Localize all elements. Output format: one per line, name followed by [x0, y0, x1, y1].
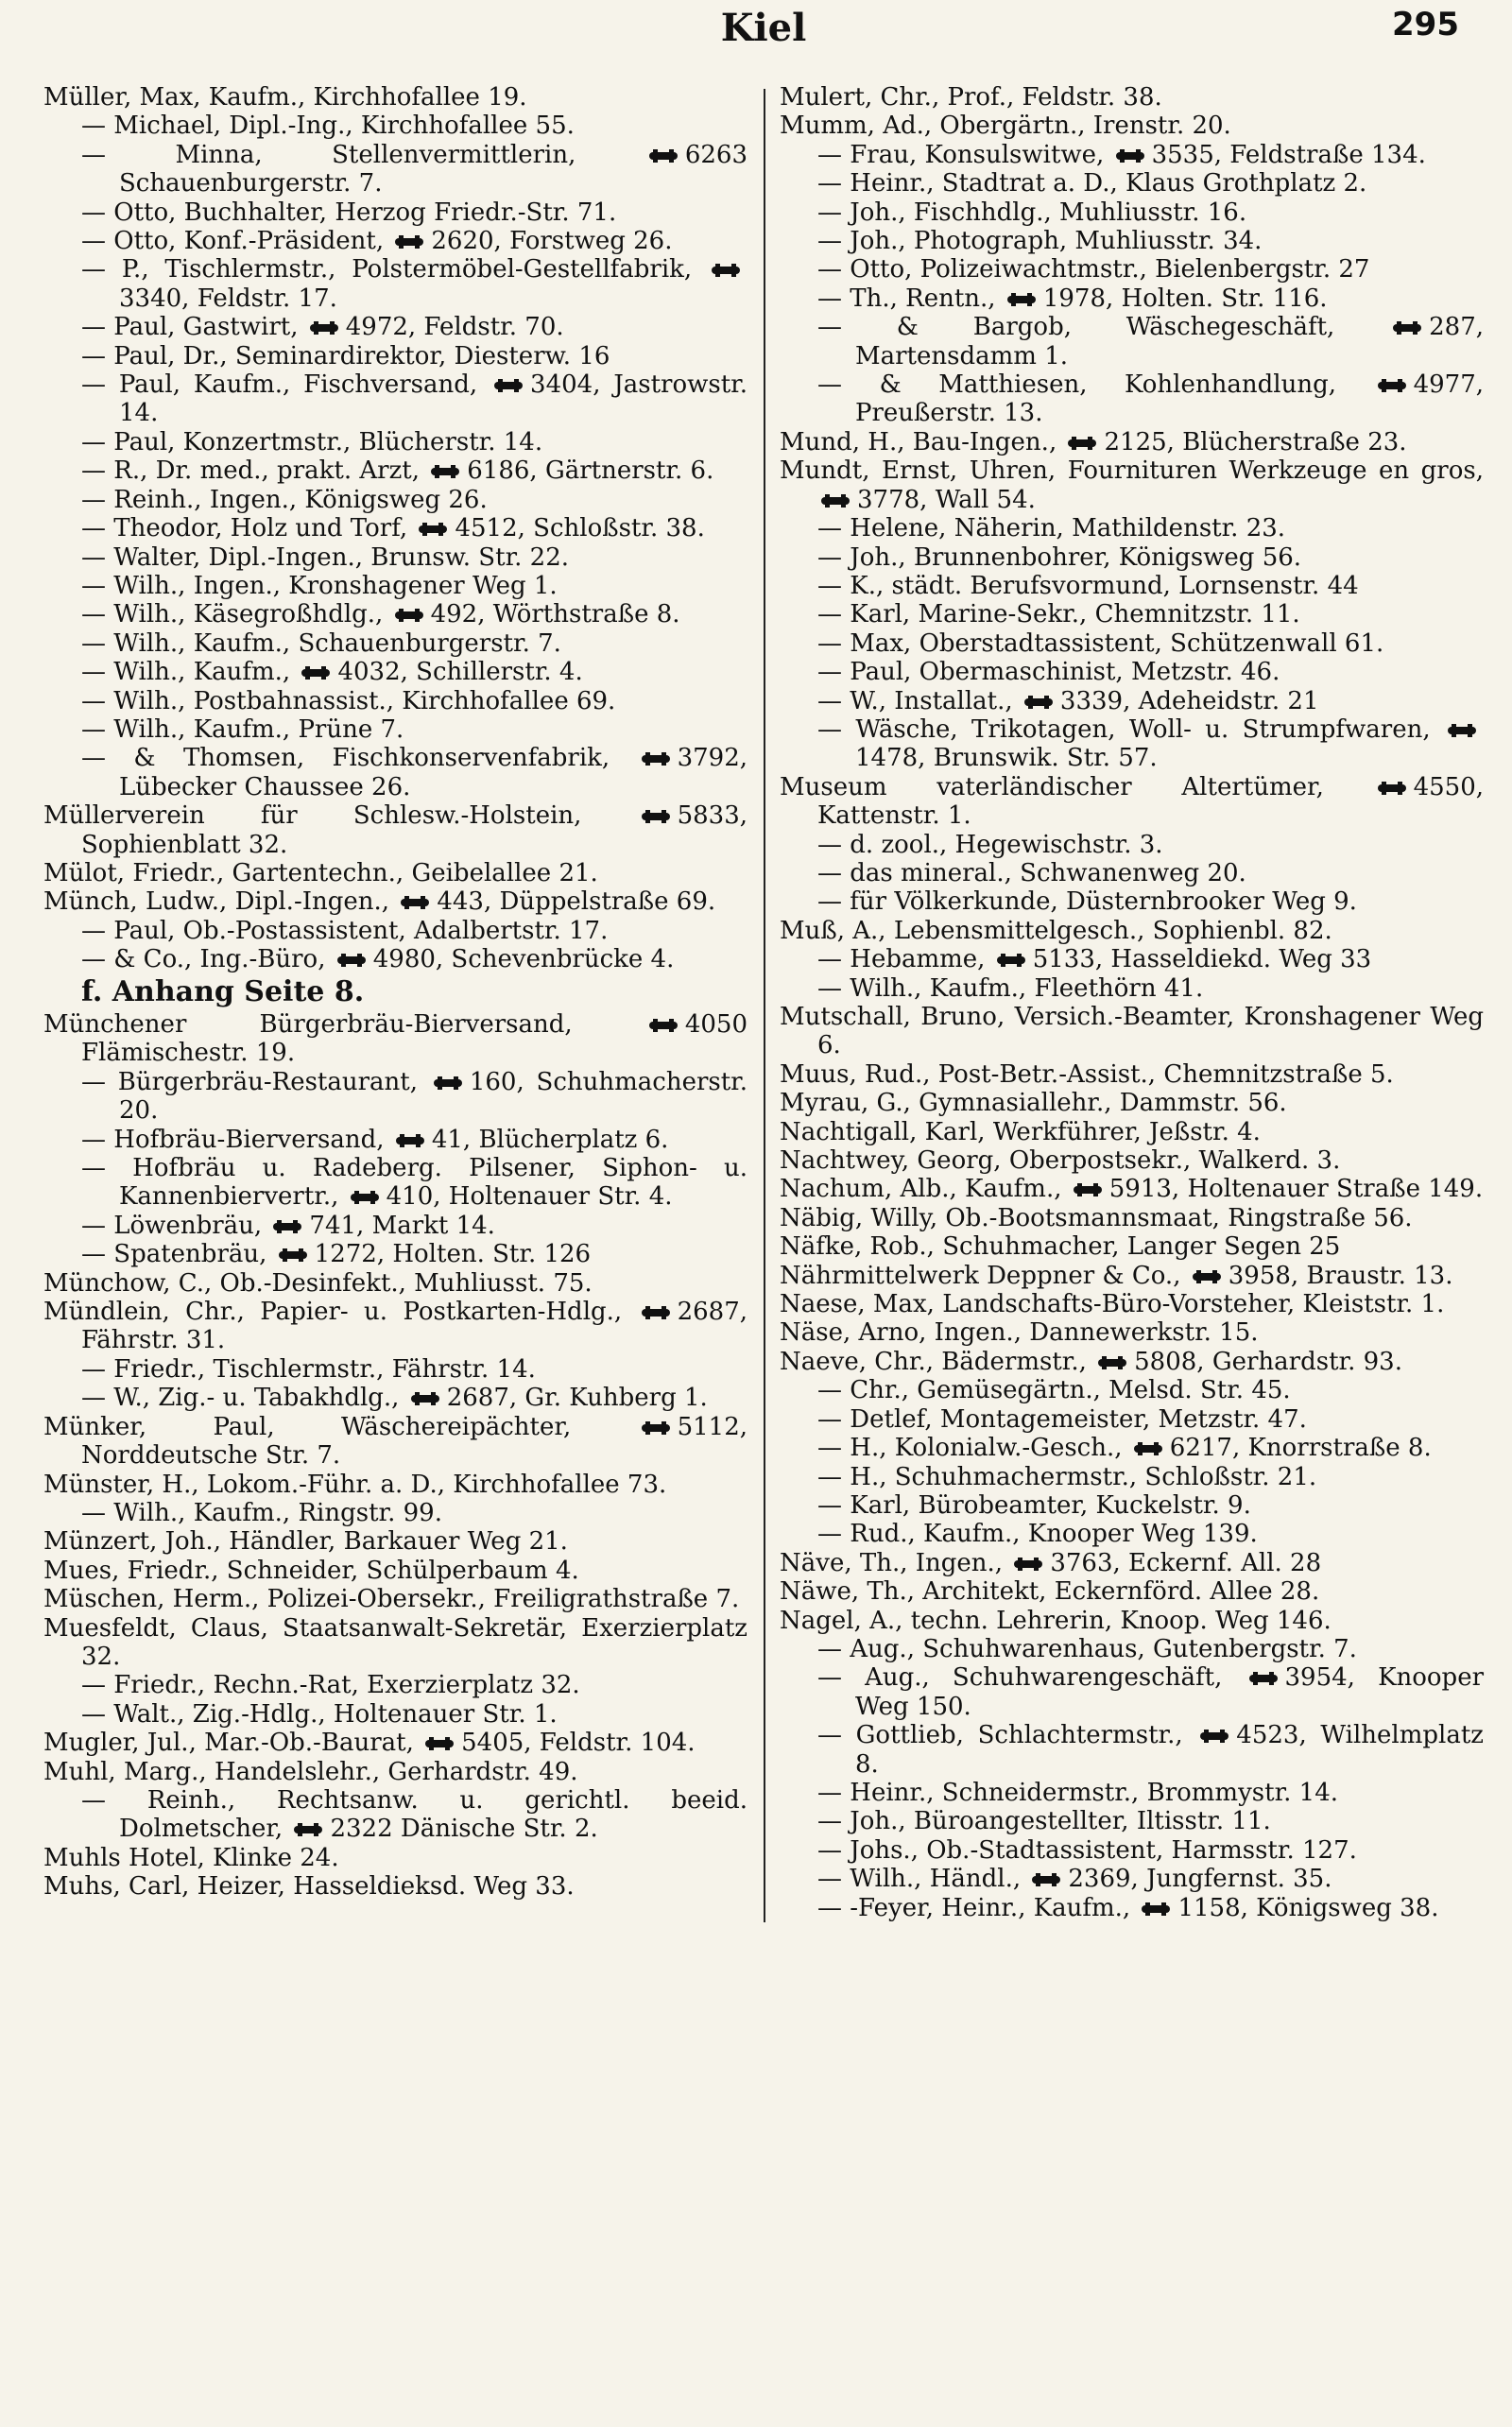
entry-text: — Frau, Konsulswitwe, — [817, 140, 1105, 169]
directory-entry — [43, 887, 747, 916]
telephone-icon — [419, 523, 447, 536]
entry-text: — Th., Rentn., — [817, 284, 996, 313]
entry-text: — Hofbräu-Bierversand, — [81, 1125, 385, 1154]
directory-entry: — Michael, Dipl.-Ing., Kirchhofallee 55. — [81, 112, 575, 141]
directory-entry: — Wilh., Kaufm., Schauenburgerstr. 7. — [81, 628, 561, 658]
telephone-icon — [434, 1076, 462, 1090]
entry-text: Münchener Bürgerbräu-Bierversand, — [43, 1010, 573, 1039]
directory-entry: Mues, Friedr., Schneider, Schülperbaum 4. — [43, 1556, 579, 1585]
directory-entry: Näse, Arno, Ingen., Dannewerkstr. 15. — [780, 1318, 1259, 1348]
entry-text: — & Co., Ing.-Büro, — [81, 945, 326, 974]
directory-entry — [43, 1384, 747, 1412]
directory-entry — [43, 600, 747, 628]
entry-phone-address: 3535, Feldstraße 134. — [1151, 140, 1426, 169]
directory-entry: — für Völkerkunde, Düsternbrooker Weg 9. — [817, 887, 1357, 917]
entry-text: — Otto, Konf.-Präsident, — [81, 227, 385, 256]
directory-entry — [780, 1865, 1484, 1893]
directory-entry — [43, 1786, 747, 1844]
telephone-icon — [431, 465, 459, 478]
telephone-icon — [649, 149, 678, 163]
directory-entry: — K., städt. Berufsvormund, Lornsenstr. 44 — [817, 571, 1359, 600]
telephone-icon — [1134, 1442, 1162, 1455]
directory-entry — [780, 284, 1484, 313]
entry-phone-address: 2687, Gr. Kuhberg 1. — [446, 1384, 708, 1413]
directory-entry: — Walt., Zig.-Hdlg., Holtenauer Str. 1. — [81, 1699, 558, 1729]
directory-entry: — Heinr., Schneidermstr., Brommystr. 14. — [817, 1778, 1339, 1807]
entry-phone-address: 4977, Preußerstr. 13. — [855, 370, 1484, 428]
directory-entry — [780, 687, 1484, 715]
directory-entry: Muß, A., Lebensmittelgesch., Sophienbl. 82. — [780, 916, 1332, 945]
directory-entry — [43, 1068, 747, 1126]
telephone-icon — [411, 1392, 439, 1405]
entry-phone-address: 287, Martensdamm 1. — [855, 313, 1485, 370]
directory-entry: Naese, Max, Landschafts-Büro-Vorsteher, Kleiststr. 1. — [780, 1290, 1445, 1319]
entry-text: — H., Kolonialw.-Gesch., — [817, 1434, 1123, 1463]
entry-phone-address: 5133, Hasseldiekd. Weg 33 — [1032, 945, 1372, 974]
directory-entry: Müschen, Herm., Polizei-Obersekr., Freiligrathstraße 7. — [43, 1585, 740, 1614]
entry-text: — & Thomsen, Fischkonservenfabrik, — [81, 744, 610, 773]
directory-entry — [780, 945, 1484, 973]
directory-entry: — Wilh., Kaufm., Prüne 7. — [81, 714, 404, 744]
entry-phone-address: 4032, Schillerstr. 4. — [337, 658, 583, 687]
directory-entry — [43, 1154, 747, 1212]
directory-entry: — Helene, Näherin, Mathildenstr. 23. — [817, 514, 1286, 543]
directory-entry: — d. zool., Hegewischstr. 3. — [817, 830, 1163, 859]
entry-phone-address: 6217, Knorrstraße 8. — [1169, 1434, 1432, 1463]
telephone-icon — [1378, 782, 1406, 795]
directory-entry — [43, 1126, 747, 1154]
directory-columns — [43, 83, 1484, 1922]
directory-entry — [780, 313, 1484, 370]
telephone-icon — [1074, 1183, 1102, 1196]
telephone-icon — [1200, 1730, 1228, 1743]
entry-phone-address: 4050 Flämischestr. 19. — [81, 1010, 747, 1068]
entry-text: — Gottlieb, Schlachtermstr., — [817, 1721, 1183, 1750]
entry-phone-address: 2125, Blücherstraße 23. — [1104, 427, 1407, 456]
entry-text: Museum vaterländischer Altertümer, — [780, 772, 1324, 801]
directory-entry: — Johs., Ob.-Stadtassistent, Harmsstr. 127. — [817, 1835, 1357, 1865]
directory-entry — [780, 370, 1484, 428]
directory-entry: — Wilh., Postbahnassist., Kirchhofallee 69. — [81, 686, 616, 715]
telephone-icon — [649, 1019, 678, 1032]
directory-entry: — Wilh., Kaufm., Ringstr. 99. — [81, 1498, 442, 1527]
directory-entry — [780, 1348, 1484, 1376]
directory-entry — [780, 1175, 1484, 1203]
directory-entry: Münchow, C., Ob.-Desinfekt., Muhliusst. 75. — [43, 1268, 593, 1298]
entry-text: — Wilh., Händl., — [817, 1865, 1022, 1894]
directory-entry — [780, 141, 1484, 169]
entry-phone-address: 4972, Feldstr. 70. — [345, 313, 564, 342]
telephone-icon — [294, 1823, 322, 1836]
entry-text: — Wäsche, Trikotagen, Woll- u. Strumpfwaren, — [817, 714, 1431, 744]
directory-entry — [43, 370, 747, 428]
directory-entry — [43, 1240, 747, 1268]
directory-entry — [43, 141, 747, 198]
telephone-icon — [1024, 696, 1053, 709]
entry-phone-address: 4550, Kattenstr. 1. — [817, 772, 1484, 831]
directory-entry — [43, 514, 747, 542]
directory-entry: — Joh., Büroangestellter, Iltisstr. 11. — [817, 1807, 1271, 1836]
telephone-icon — [1448, 724, 1476, 737]
entry-text: Münch, Ludw., Dipl.-Ingen., — [43, 887, 390, 917]
entry-text: — Aug., Schuhwarengeschäft, — [817, 1663, 1223, 1693]
entry-text: — Reinh., Rechtsanw. u. gerichtl. beeid. Dolmetscher, — [81, 1785, 747, 1844]
directory-entry — [43, 1212, 747, 1240]
directory-entry: — Friedr., Tischlermstr., Fährstr. 14. — [81, 1354, 536, 1384]
directory-entry — [43, 456, 747, 485]
directory-entry — [43, 255, 747, 313]
directory-entry: Nachtwey, Georg, Oberpostsekr., Walkerd. 3. — [780, 1146, 1341, 1176]
entry-text: — Spatenbräu, — [81, 1240, 267, 1269]
directory-entry: Muesfeldt, Claus, Staatsanwalt-Sekretär, Exerzierplatz 32. — [43, 1613, 747, 1671]
telephone-icon — [337, 954, 366, 967]
entry-phone-address: 443, Düppelstraße 69. — [437, 887, 716, 917]
directory-entry: Muhs, Carl, Heizer, Hasseldieksd. Weg 33. — [43, 1872, 575, 1902]
entry-text: — Bürgerbräu-Restaurant, — [81, 1067, 419, 1096]
directory-entry — [780, 1262, 1484, 1290]
entry-text: — W., Installat., — [817, 686, 1013, 715]
entry-phone-address: 6186, Gärtnerstr. 6. — [467, 456, 714, 486]
directory-entry — [780, 1721, 1484, 1779]
directory-entry: — das mineral., Schwanenweg 20. — [817, 858, 1246, 887]
entry-phone-address: 5808, Gerhardstr. 93. — [1134, 1347, 1402, 1376]
entry-phone-address: 41, Blücherplatz 6. — [431, 1125, 669, 1154]
entry-text: Naeve, Chr., Bädermstr., — [780, 1347, 1087, 1376]
directory-entry: Muus, Rud., Post-Betr.-Assist., Chemnitzstraße 5. — [780, 1059, 1394, 1089]
entry-text: — & Matthiesen, Kohlenhandlung, — [817, 370, 1336, 400]
directory-entry — [43, 227, 747, 255]
entry-phone-address: 4512, Schloßstr. 38. — [455, 514, 705, 543]
entry-text: — Wilh., Käsegroßhdlg., — [81, 600, 384, 629]
directory-entry — [43, 744, 747, 801]
entry-text: Mugler, Jul., Mar.-Ob.-Baurat, — [43, 1729, 414, 1758]
directory-entry: — Rud., Kaufm., Knooper Weg 139. — [817, 1520, 1258, 1549]
entry-text: — R., Dr. med., prakt. Arzt, — [81, 456, 420, 486]
telephone-icon — [396, 1134, 424, 1147]
entry-phone-address: 5405, Feldstr. 104. — [461, 1729, 696, 1758]
directory-entry: Mumm, Ad., Obergärtn., Irenstr. 20. — [780, 112, 1231, 141]
entry-phone-address: 4523, Wilhelmplatz 8. — [855, 1721, 1484, 1779]
directory-entry: — Wilh., Ingen., Kronshagener Weg 1. — [81, 571, 558, 600]
entry-phone-address: 5913, Holtenauer Straße 149. — [1108, 1175, 1484, 1204]
telephone-icon — [1068, 437, 1096, 450]
entry-text: Näve, Th., Ingen., — [780, 1548, 1004, 1577]
entry-text: Nachum, Alb., Kaufm., — [780, 1175, 1062, 1204]
directory-entry: — H., Schuhmachermstr., Schloßstr. 21. — [817, 1462, 1317, 1491]
directory-entry: — Karl, Bürobeamter, Kuckelstr. 9. — [817, 1490, 1251, 1520]
directory-entry: Myrau, G., Gymnasiallehr., Dammstr. 56. — [780, 1089, 1287, 1118]
directory-entry: — Joh., Brunnenbohrer, Königsweg 56. — [817, 542, 1302, 572]
entry-text: — Paul, Gastwirt, — [81, 313, 299, 342]
directory-entry — [780, 456, 1484, 514]
directory-entry: Münster, H., Lokom.-Führ. a. D., Kirchhofallee 73. — [43, 1470, 667, 1499]
directory-entry: — Friedr., Rechn.-Rat, Exerzierplatz 32. — [81, 1671, 580, 1700]
directory-entry: Müller, Max, Kaufm., Kirchhofallee 19. — [43, 83, 527, 112]
directory-entry — [780, 1549, 1484, 1577]
directory-entry — [780, 773, 1484, 831]
telephone-icon — [642, 752, 670, 766]
directory-entry: — Karl, Marine-Sekr., Chemnitzstr. 11. — [817, 600, 1300, 629]
directory-entry: Nagel, A., techn. Lehrerin, Knoop. Weg 146. — [780, 1606, 1332, 1635]
telephone-icon — [997, 954, 1025, 967]
directory-entry — [43, 1010, 747, 1068]
entry-text: — Hebamme, — [817, 945, 986, 974]
telephone-icon — [273, 1220, 301, 1233]
entry-phone-address: 492, Wörthstraße 8. — [430, 600, 680, 629]
directory-entry — [780, 715, 1484, 773]
directory-entry — [43, 1413, 747, 1471]
entry-text: — & Bargob, Wäschegeschäft, — [817, 313, 1335, 342]
entry-phone-address: 3340, Feldstr. 17. — [119, 284, 337, 313]
telephone-icon — [351, 1191, 379, 1204]
directory-entry — [43, 658, 747, 686]
section-reference: f. Anhang Seite 8. — [81, 974, 365, 1008]
entry-text: — W., Zig.- u. Tabakhdlg., — [81, 1384, 400, 1413]
directory-entry: — Paul, Konzertmstr., Blücherstr. 14. — [81, 427, 543, 456]
directory-entry: — Detlef, Montagemeister, Metzstr. 47. — [817, 1404, 1307, 1434]
telephone-icon — [1014, 1558, 1042, 1571]
entry-text: — Theodor, Holz und Torf, — [81, 514, 408, 543]
entry-text: Mündlein, Chr., Papier- u. Postkarten-Hdlg., — [43, 1298, 623, 1327]
entry-text: — Wilh., Kaufm., — [81, 658, 291, 687]
telephone-icon — [642, 810, 670, 823]
directory-entry: — Heinr., Stadtrat a. D., Klaus Grothplatz 2. — [817, 169, 1367, 198]
directory-entry: — Paul, Obermaschinist, Metzstr. 46. — [817, 658, 1280, 687]
directory-entry: — Otto, Buchhalter, Herzog Friedr.-Str. 71. — [81, 198, 617, 227]
telephone-icon — [1378, 379, 1406, 392]
entry-phone-address: 6263 Schauenburgerstr. 7. — [119, 140, 747, 198]
entry-text: — Hofbräu u. Radeberg. Pilsener, Siphon- u. Kannenbiervertr., — [81, 1154, 747, 1212]
entry-phone-address: 3958, Braustr. 13. — [1228, 1261, 1453, 1290]
entry-phone-address: 2322 Dänische Str. 2. — [330, 1815, 598, 1844]
telephone-icon — [642, 1306, 670, 1319]
telephone-icon — [1249, 1672, 1278, 1685]
entry-phone-address: 3339, Adeheidstr. 21 — [1059, 686, 1319, 715]
directory-entry: — Otto, Polizeiwachtmstr., Bielenbergstr. 27 — [817, 255, 1370, 284]
entry-phone-address: 3792, Lübecker Chaussee 26. — [119, 744, 747, 801]
entry-phone-address: 1272, Holten. Str. 126 — [314, 1240, 592, 1269]
telephone-icon — [712, 264, 740, 277]
directory-entry: — Paul, Dr., Seminardirektor, Diesterw. 16 — [81, 341, 610, 370]
entry-phone-address: 5833, Sophienblatt 32. — [81, 801, 747, 859]
telephone-icon — [1116, 149, 1144, 163]
entry-text: — -Feyer, Heinr., Kaufm., — [817, 1893, 1131, 1922]
entry-text: Müllerverein für Schlesw.-Holstein, — [43, 801, 582, 831]
directory-entry: — Joh., Photograph, Muhliusstr. 34. — [817, 227, 1263, 256]
telephone-icon — [494, 379, 523, 392]
entry-phone-address: 3954, Knooper Weg 150. — [855, 1663, 1485, 1721]
directory-entry — [43, 313, 747, 341]
page-number: 295 — [1392, 6, 1459, 43]
page-header — [43, 0, 1484, 83]
telephone-icon — [279, 1248, 307, 1262]
entry-phone-address: 4980, Schevenbrücke 4. — [372, 945, 675, 974]
entry-phone-address: 3404, Jastrowstr. 14. — [119, 370, 748, 428]
directory-entry: Muhls Hotel, Klinke 24. — [43, 1843, 339, 1872]
telephone-icon — [301, 666, 330, 680]
directory-entry: Muhl, Marg., Handelslehr., Gerhardstr. 49. — [43, 1757, 578, 1786]
entry-text: Münker, Paul, Wäschereipächter, — [43, 1412, 572, 1441]
directory-entry — [780, 1663, 1484, 1721]
entry-phone-address: 2369, Jungfernst. 35. — [1068, 1865, 1332, 1894]
directory-entry: Münzert, Joh., Händler, Barkauer Weg 21. — [43, 1527, 568, 1557]
telephone-icon — [642, 1421, 670, 1435]
entry-text: Mundt, Ernst, Uhren, Fournituren Werkzeuge en gros, — [780, 456, 1484, 486]
telephone-icon — [1193, 1270, 1221, 1283]
running-title: Kiel — [720, 6, 807, 50]
entry-text: Mund, H., Bau-Ingen., — [780, 427, 1057, 456]
telephone-icon — [1032, 1873, 1060, 1886]
directory-entry: — Joh., Fischhdlg., Muhliusstr. 16. — [817, 198, 1247, 227]
entry-phone-address: 1158, Königsweg 38. — [1177, 1893, 1439, 1922]
directory-entry: Mulert, Chr., Prof., Feldstr. 38. — [780, 83, 1162, 112]
directory-entry: Näfke, Rob., Schuhmacher, Langer Segen 25 — [780, 1232, 1341, 1262]
telephone-icon — [1142, 1902, 1170, 1916]
entry-text: — P., Tischlermstr., Polstermöbel-Gestellfabrik, — [81, 255, 693, 284]
entry-phone-address: 410, Holtenauer Str. 4. — [386, 1182, 673, 1212]
entry-text: — Paul, Kaufm., Fischversand, — [81, 370, 478, 400]
entry-phone-address: 3778, Wall 54. — [857, 485, 1036, 514]
directory-entry: — Walter, Dipl.-Ingen., Brunsw. Str. 22. — [81, 542, 570, 572]
directory-entry: — Max, Oberstadtassistent, Schützenwall 61. — [817, 628, 1384, 658]
directory-entry — [43, 945, 747, 973]
telephone-icon — [395, 609, 423, 622]
directory-entry: — Aug., Schuhwarenhaus, Gutenbergstr. 7. — [817, 1634, 1357, 1663]
column-divider — [764, 89, 765, 1922]
entry-phone-address: 1978, Holten. Str. 116. — [1042, 284, 1328, 313]
telephone-icon — [425, 1737, 454, 1750]
directory-entry: Mutschall, Bruno, Versich.-Beamter, Kronshagener Weg 6. — [780, 1003, 1484, 1060]
entry-phone-address: 2687, Fährstr. 31. — [81, 1298, 748, 1355]
directory-entry: — Chr., Gemüsegärtn., Melsd. Str. 45. — [817, 1376, 1291, 1405]
entry-text: — Löwenbräu, — [81, 1211, 263, 1240]
entry-phone-address: 160, Schuhmacherstr. 20. — [119, 1067, 748, 1126]
directory-entry — [780, 1434, 1484, 1462]
directory-entry — [43, 801, 747, 859]
directory-entry — [43, 1298, 747, 1355]
telephone-icon — [310, 321, 338, 335]
entry-phone-address: 1478, Brunswik. Str. 57. — [855, 744, 1158, 773]
telephone-icon — [401, 896, 429, 909]
directory-entry: Nachtigall, Karl, Werkführer, Jeßstr. 4. — [780, 1117, 1261, 1146]
telephone-icon — [1098, 1356, 1126, 1369]
entry-text: — Minna, Stellenvermittlerin, — [81, 140, 576, 169]
telephone-icon — [1007, 293, 1036, 306]
entry-phone-address: 3763, Eckernf. All. 28 — [1050, 1548, 1322, 1577]
directory-entry: Näwe, Th., Architekt, Eckernförd. Allee 28. — [780, 1577, 1320, 1607]
telephone-icon — [821, 494, 850, 508]
telephone-icon — [395, 235, 423, 249]
telephone-icon — [1393, 321, 1421, 335]
directory-entry: — Wilh., Kaufm., Fleethörn 41. — [817, 973, 1204, 1003]
right-column — [780, 83, 1484, 1922]
directory-entry — [780, 428, 1484, 456]
directory-entry: Mülot, Friedr., Gartentechn., Geibelallee 21. — [43, 858, 598, 887]
directory-entry: — Reinh., Ingen., Königsweg 26. — [81, 485, 488, 514]
directory-entry — [780, 1894, 1484, 1922]
left-column — [43, 83, 747, 1922]
directory-entry: — Paul, Ob.-Postassistent, Adalbertstr. 17. — [81, 916, 609, 945]
entry-phone-address: 5112, Norddeutsche Str. 7. — [81, 1412, 748, 1471]
entry-phone-address: 2620, Forstweg 26. — [431, 227, 673, 256]
directory-entry: Näbig, Willy, Ob.-Bootsmannsmaat, Ringstraße 56. — [780, 1203, 1413, 1232]
directory-entry — [43, 1729, 747, 1757]
entry-text: Nährmittelwerk Deppner & Co., — [780, 1261, 1181, 1290]
entry-phone-address: 741, Markt 14. — [309, 1211, 495, 1240]
